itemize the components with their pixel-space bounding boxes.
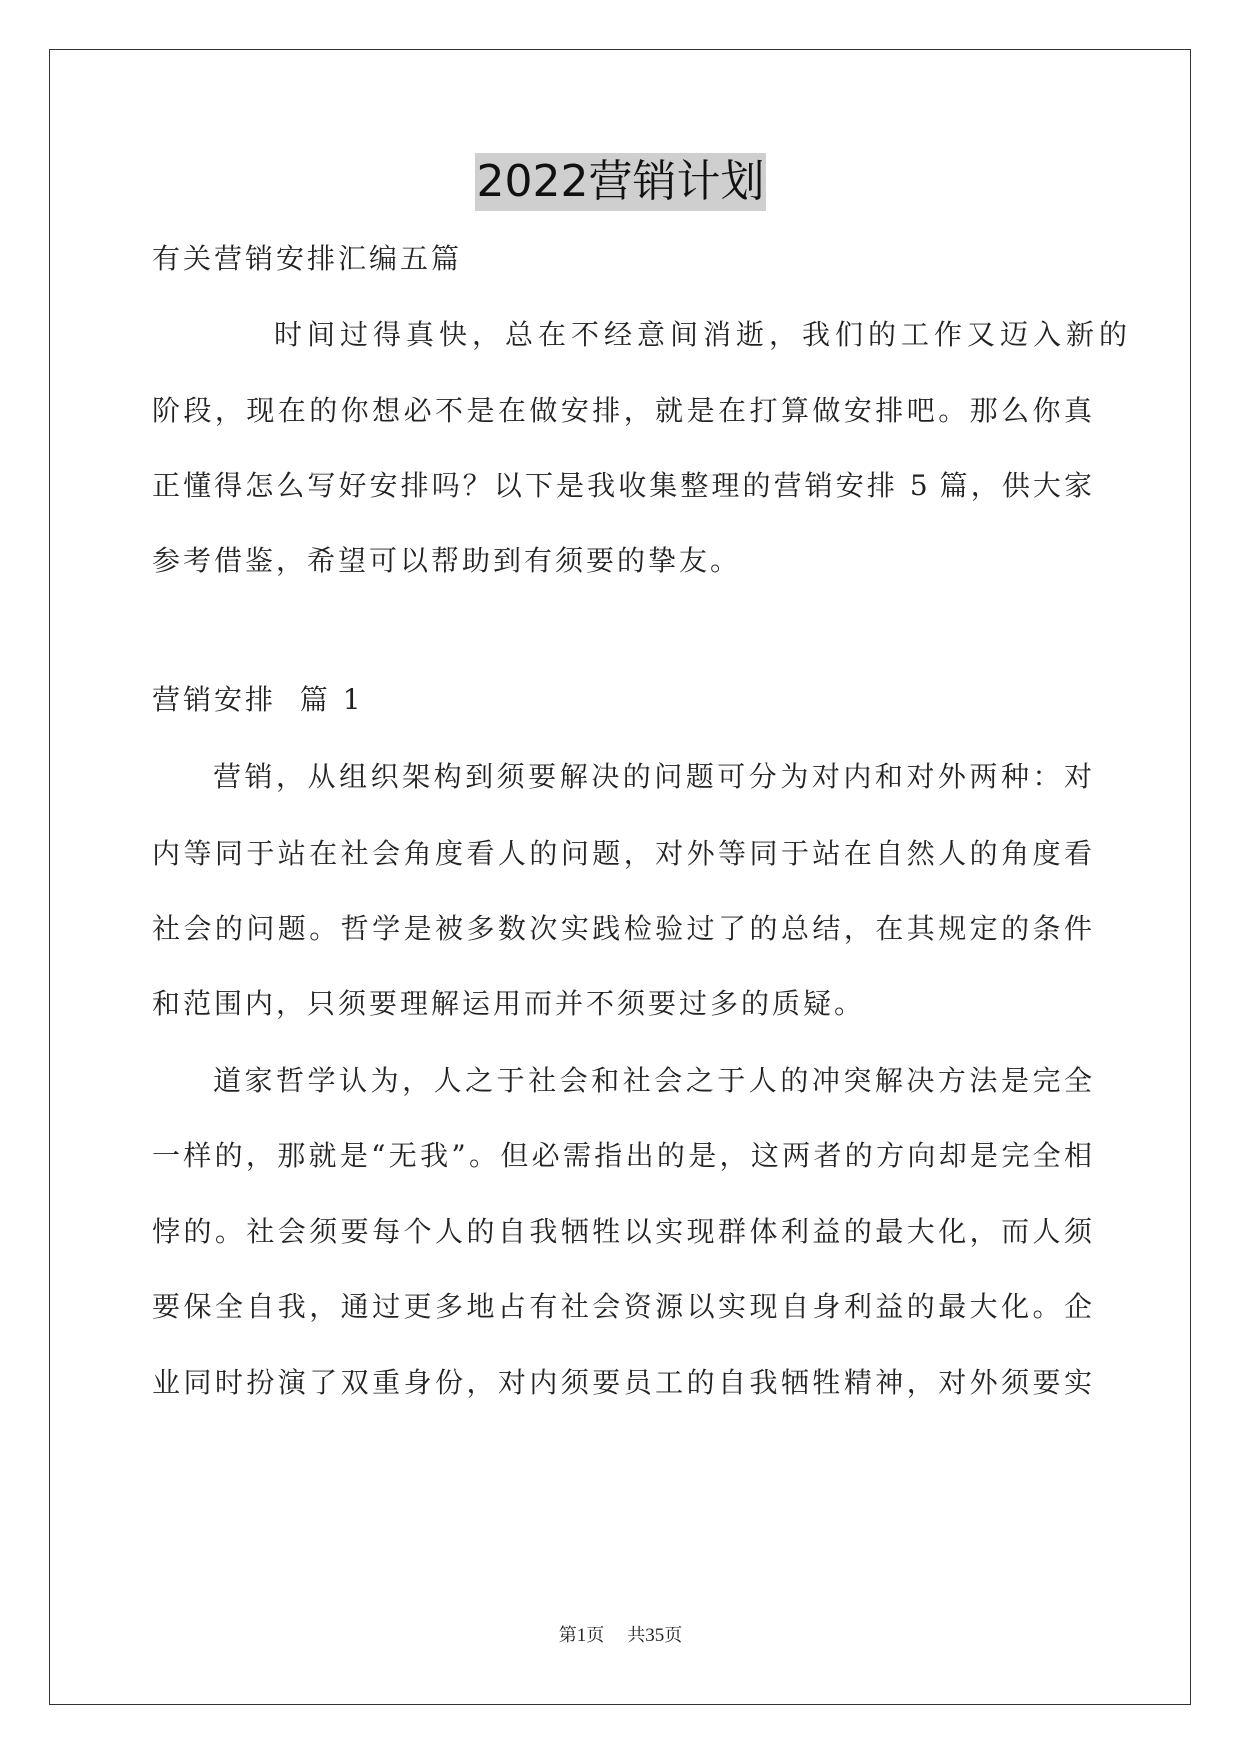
- paragraph-line: 内等同于站在社会角度看人的问题，对外等同于站在自然人的角度看: [152, 837, 1092, 870]
- paragraph-line: 社会的问题。哲学是被多数次实践检验过了的总结，在其规定的条件: [152, 912, 1092, 945]
- footer-page-number: 1: [576, 1625, 587, 1646]
- intro-line: 阶段，现在的你想必不是在做安排，就是在打算做安排吧。那么你真: [152, 394, 1092, 427]
- intro-line: 正懂得怎么写好安排吗？以下是我收集整理的营销安排 5 篇，供大家: [152, 469, 1092, 502]
- document-subtitle: 有关营销安排汇编五篇: [152, 242, 463, 275]
- paragraph-line: 营销，从组织架构到须要解决的问题可分为对内和对外两种：对: [213, 760, 1092, 793]
- paragraph-line: 悖的。社会须要每个人的自我牺牲以实现群体利益的最大化，而人须: [152, 1215, 1092, 1248]
- paragraph-line: 一样的，那就是“无我”。但必需指出的是，这两者的方向却是完全相: [152, 1139, 1092, 1172]
- paragraph-line: 和范围内，只须要理解运用而并不须要过多的质疑。: [152, 987, 866, 1020]
- footer-total-pages: 35: [645, 1625, 665, 1646]
- title-block: [0, 153, 1241, 211]
- footer-total-suffix: 页: [664, 1625, 683, 1646]
- paragraph-line: 要保全自我，通过更多地占有社会资源以实现自身利益的最大化。企: [152, 1290, 1092, 1323]
- intro-line: 参考借鉴，希望可以帮助到有须要的挚友。: [152, 544, 742, 577]
- footer-prefix: 第: [558, 1625, 577, 1646]
- section-heading: 营销安排 篇 1: [152, 683, 364, 716]
- footer-total-prefix: 共: [627, 1625, 646, 1646]
- page-footer: [0, 1624, 1241, 1648]
- footer-page-suffix: 页: [586, 1625, 605, 1646]
- document-title: 2022营销计划: [475, 153, 767, 211]
- page-border: [49, 49, 1191, 1705]
- paragraph-line: 业同时扮演了双重身份，对内须要员工的自我牺牲精神，对外须要实: [152, 1366, 1092, 1399]
- intro-line: 时间过得真快，总在不经意间消逝，我们的工作又迈入新的: [274, 318, 1133, 351]
- paragraph-line: 道家哲学认为，人之于社会和社会之于人的冲突解决方法是完全: [213, 1064, 1092, 1097]
